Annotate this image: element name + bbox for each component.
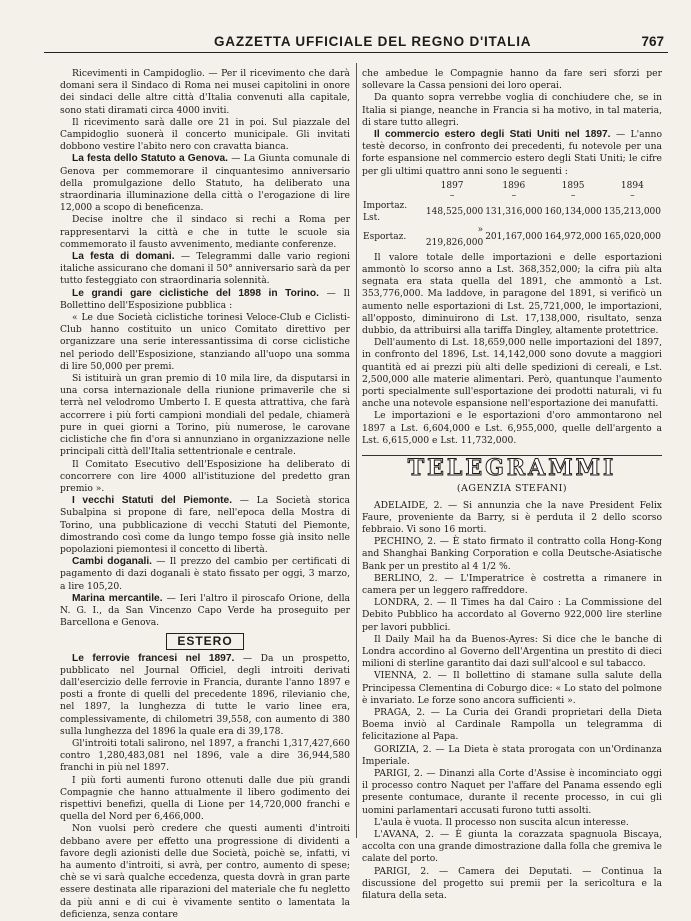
paragraph: Decise inoltre che il sindaco si rechi a Roma per rappresentarvi la città e che in tutte le scuole sia commemorato il fausto avvenimento, mediante conferenze. bbox=[60, 214, 350, 250]
table-dash-row: – – – – bbox=[449, 191, 635, 202]
article-ricevimenti: Ricevimenti in Campidoglio. — Per il ricevimento che darà domani sera il Sindaco di Roma nei musei capitolini in onore dei sindaci delle altre città d'Italia convenuti alla capitale, sono stati diramati circa 4000 inviti. bbox=[60, 68, 350, 116]
article-heading: Le ferrovie francesi nel 1897. bbox=[72, 652, 235, 664]
left-column bbox=[60, 68, 351, 920]
row-label: Importaz. Lst. bbox=[363, 201, 408, 224]
telegram-parigi-camera: PARIGI, 2. — Camera dei Deputati. — Continua la discussione del progetto sui premii per la sericoltura e la filatura della seta. bbox=[362, 865, 662, 901]
article-festa-statuto: La festa dello Statuto a Genova. — La Giunta comunale di Genova per commemorare il cinquantesimo anniversario della promulgazione dello Statuto, ha deliberato una straordinaria illuminazione della città o l'erogazione di lire 12,000 a scopo di beneficenza. bbox=[60, 153, 350, 214]
table-cell: 201,167,000 bbox=[485, 231, 543, 242]
right-column bbox=[362, 68, 663, 901]
article-heading: Marina mercantile. bbox=[72, 592, 163, 604]
year-cell: 1897 bbox=[440, 180, 464, 191]
paragraph: Il ricevimento sarà dalle ore 21 in poi. Sul piazzale del Campidoglio suonerà il concerto municipale. Gli invitati dobbono vestire l'abito nero con cravatta bianca. bbox=[60, 116, 350, 153]
article-heading: Le grandi gare ciclistiche del 1898 in Torino. bbox=[72, 287, 319, 299]
table-cell: 148,525,000 bbox=[425, 207, 484, 218]
telegram-avana: L'AVANA, 2. — È giunta la corazzata spagnuola Biscaya, accolta con una grande dimostrazione dalla folla che gremiva le calate del porto. bbox=[362, 828, 662, 865]
article-cambi-doganali: Cambi doganali. — Il prezzo del cambio per certificati di pagamento di dazi doganali è stato fissato per oggi, 3 marzo, a lire 105,20. bbox=[60, 556, 350, 592]
year-cell: 1895 bbox=[561, 180, 585, 191]
paragraph: Si istituirà un gran premio di 10 mila lire, da disputarsi in una corsa internazionale della riunione primaverile che si terrà nel velodromo Umberto I. E questa attrattiva, che farà accorrere i più forti campioni mondiali del pedale, chiamerà pure in quei giorni a Torino, più numerose, le carovane ciclistiche che fin d'ora si annunziano in organizzazione nelle principali città dell'Italia settentrionale e centrale. bbox=[60, 373, 350, 458]
page-header bbox=[44, 30, 668, 53]
article-festa-domani: La festa di domani. — Telegrammi dalle vario regioni italiche assicurano che domani il 50° anniversario sarà da per tutto festeggiato con straordinaria solennità. bbox=[60, 251, 350, 287]
paragraph: Le importazioni e le esportazioni d'oro ammontarono nel 1897 a Lst. 6,604,000 e Lst. 6,955,000, quelle dell'argento a Lst. 6,615,000 e Lst. 11,732,000. bbox=[362, 410, 662, 446]
table-row bbox=[362, 200, 662, 224]
paragraph: Non vuolsi però credere che questi aumenti d'introiti debbano avere per effetto una progressione di dividenti a favore degli azionisti delle due Società, poichè se, infatti, vi ha aumento d'introiti, si avrà, per contro, aumento di spese; chè se vi sarà qualche eccedenza, questa dovrà in gran parte essere destinata alle riparazioni del materiale che fu negletto da più anni e di cui è vivamente sentito o lamentata la deficienza, senza contare bbox=[60, 823, 350, 920]
telegram-parigi: PARIGI, 2. — Dinanzi alla Corte d'Assise è incominciato oggi il processo contro Naquet per l'affare del Panama essendo egli presente contumace, durante il recente processo, in cui gli uomini parlamentari accusati furono tutti assolti. bbox=[362, 767, 662, 816]
section-heading: TELEGRAMMI bbox=[407, 455, 617, 482]
article-heading: Cambi doganali. bbox=[72, 556, 152, 568]
year-cell: 1894 bbox=[620, 180, 644, 191]
telegram-vienna: VIENNA, 2. — Il bollettino di stamane sulla salute della Principessa Clementina di Coburgo dice: « Lo stato del polmone è invariato. Le forze sono ancora sufficienti ». bbox=[362, 670, 662, 706]
telegram-londra: LONDRA, 2. — Il Times ha dal Cairo : La Commissione del Debito Pubblico ha accordato al Governo 922,000 lire sterline per lavori pubblici. bbox=[362, 597, 662, 633]
agency-label: (AGENZIA STEFANI) bbox=[456, 483, 568, 495]
article-ferrovie-francesi: Le ferrovie francesi nel 1897. — Da un prospetto, pubblicato nel Journal Officiel, degli introiti derivati dall'esercizio delle ferrovie in Francia, durante l'anno 1897 e posti a fronte di quelli del precedente 1896, rilevianio che, nel 1897, la lunghezza di tutte le vario linee era, complessivamente, di chilometri 39,558, con aumento di 380 sulla lunghezza del 1896 la quale era di 39,178. bbox=[60, 652, 350, 737]
table-cell: 135,213,000 bbox=[603, 207, 661, 218]
telegram-gorizia: GORIZIA, 2. — La Dieta è stata prorogata con un'Ordinanza Imperiale. bbox=[362, 743, 662, 767]
table-row bbox=[362, 224, 662, 248]
table-cell: 160,134,000 bbox=[544, 207, 602, 218]
paragraph: Gl'introiti totali salirono, nel 1897, a franchi 1,317,427,660 contro 1,280,483,081 nel 1896, vale a dire 36,944,580 franchi in più nel 1897. bbox=[60, 737, 350, 774]
paragraph: Il Comitato Esecutivo dell'Esposizione ha deliberato di concorrere con lire 4000 all'istituzione del predetto gran premio ». bbox=[60, 458, 350, 494]
table-cell: 131,316,000 bbox=[485, 207, 543, 218]
article-heading: La festa di domani. bbox=[72, 251, 175, 263]
section-estero bbox=[60, 633, 350, 649]
paragraph: Dell'aumento di Lst. 18,659,000 nelle importazioni del 1897, in confronto del 1896, Lst. 14,142,000 sono dovute a maggiori quantità ed ai prezzi più alti delle spedizioni di cereali, e Lst. 2,500,000 alle materie alimentari. Però, quantunque l'aumento porti specialmente sull'esportazione dei prodotti naturali, vi fu anche una notevole espansione nell'esportazione dei manufatti. bbox=[362, 337, 662, 410]
telegram-berlino: BERLINO, 2. — L'Imperatrice è costretta a rimanere in camera per un leggero raffreddore. bbox=[362, 572, 662, 596]
paragraph: che ambedue le Compagnie hanno da fare seri sforzi per sollevare la Cassa pensioni dei loro operai. bbox=[362, 68, 662, 92]
paragraph: Da quanto sopra verrebbe voglia di conchiudere che, se in Italia si piange, neanche in Francia si ha motivo, in tal materia, di stare tutto allegri. bbox=[362, 92, 662, 128]
article-heading: La festa dello Statuto a Genova. bbox=[72, 153, 228, 165]
telegram-pechino: PECHINO, 2. — È stato firmato il contratto colla Hong-Kong and Shanghai Banking Corporation e colla Deutsche-Asiatische Bank per un prestito al 4 1/2 %. bbox=[362, 536, 662, 572]
column-divider bbox=[356, 63, 357, 838]
paragraph: I più forti aumenti furono ottenuti dalle due più grandi Compagnie che hanno attualmente il libero godimento dei rispettivi benefizi, quella di Lione per 14,720,000 franchi e quella del Nord per 6,466,000. bbox=[60, 774, 350, 823]
telegram-praga: PRAGA, 2. — La Curia dei Grandi proprietari della Dieta Boema inviò al Cardinale Rampolla un telegramma di felicitazione al Papa. bbox=[362, 706, 662, 743]
article-commercio-estero: Il commercio estero degli Stati Uniti nel 1897. — L'anno testè decorso, in confronto dei precedenti, fu notevole per una forte espansione nel commercio estero degli Stati Uniti; le cifre per gli ultimi quattro anni sono le seguenti : bbox=[362, 129, 663, 177]
article-heading: I vecchi Statuti del Piemonte. bbox=[72, 495, 233, 507]
telegram-adelaide: ADELAIDE, 2. — Si annunzia che la nave President Felix Faure, proveniente da Barry, si è perduta il 2 dello scorso febbraio. Vi sono 16 morti. bbox=[362, 499, 662, 535]
table-cell: » 219,826,000 bbox=[425, 225, 484, 248]
paragraph: Il valore totale delle importazioni e delle esportazioni ammontò lo scorso anno a Lst. 368,352,000; la cifra più alta segnata era stata quella del 1891, che ammontò a Lst. 353,776,000. Ma laddove, in paragone del 1891, si verificò un aumento nelle esportazioni di Lst. 25,721,000, le importazioni, all'opposto, diminuirono di Lst. 17,138,000, risultato, senza dubbio, da attribuirsi alla tariffa Dingley, altamente protettrice. bbox=[362, 251, 662, 337]
paragraph: L'aula è vuota. Il processo non suscita alcun interesse. bbox=[374, 816, 629, 828]
trade-table bbox=[362, 180, 662, 249]
row-label: Esportaz. bbox=[363, 231, 407, 242]
article-gare-ciclistiche: Le grandi gare ciclistiche del 1898 in Torino. — Il Bollettino dell'Esposizione pubblica : bbox=[60, 287, 350, 311]
paragraph: « Le due Società ciclistiche torinesi Veloce-Club e Ciclisti-Club hanno costituito un unico Comitato direttivo per organizzare una serie interessantissima di corse ciclistiche nel periodo dell'Esposizione, stanziando all'uopo una somma di lire 50,000 per premi. bbox=[60, 312, 350, 372]
article-vecchi-statuti: I vecchi Statuti del Piemonte. — La Società storica Subalpina si propone di fare, nell'epoca della Mostra di Torino, una pubblicazione di vecchi Statuti del Piemonte, dimostrando così come da lungo tempo fosse già insito nelle popolazioni piemontesi il concetto di libertà. bbox=[60, 495, 351, 555]
section-telegrammi bbox=[362, 455, 662, 482]
article-marina-mercantile: Marina mercantile. — Ieri l'altro il piroscafo Orione, della N. G. I., da San Vincenzo Capo Verde ha proseguito per Barcellona e Genova. bbox=[60, 592, 350, 629]
page-number: 767 bbox=[641, 34, 664, 49]
telegram-daily-mail: Il Daily Mail ha da Buenos-Ayres: Si dice che le banche di Londra accordino al Governo dell'Argentina un prestito di dieci milioni di sterline garantito dai dazi sull'alcool e sul tabacco. bbox=[362, 633, 662, 670]
newspaper-title: GAZZETTA UFFICIALE DEL REGNO D'ITALIA bbox=[214, 34, 532, 49]
table-cell: 165,020,000 bbox=[603, 231, 661, 242]
year-cell: 1896 bbox=[502, 180, 526, 191]
table-cell: 164,972,000 bbox=[544, 231, 602, 242]
section-heading: ESTERO bbox=[166, 633, 243, 649]
article-heading: Il commercio estero degli Stati Uniti nel 1897. bbox=[374, 129, 611, 141]
